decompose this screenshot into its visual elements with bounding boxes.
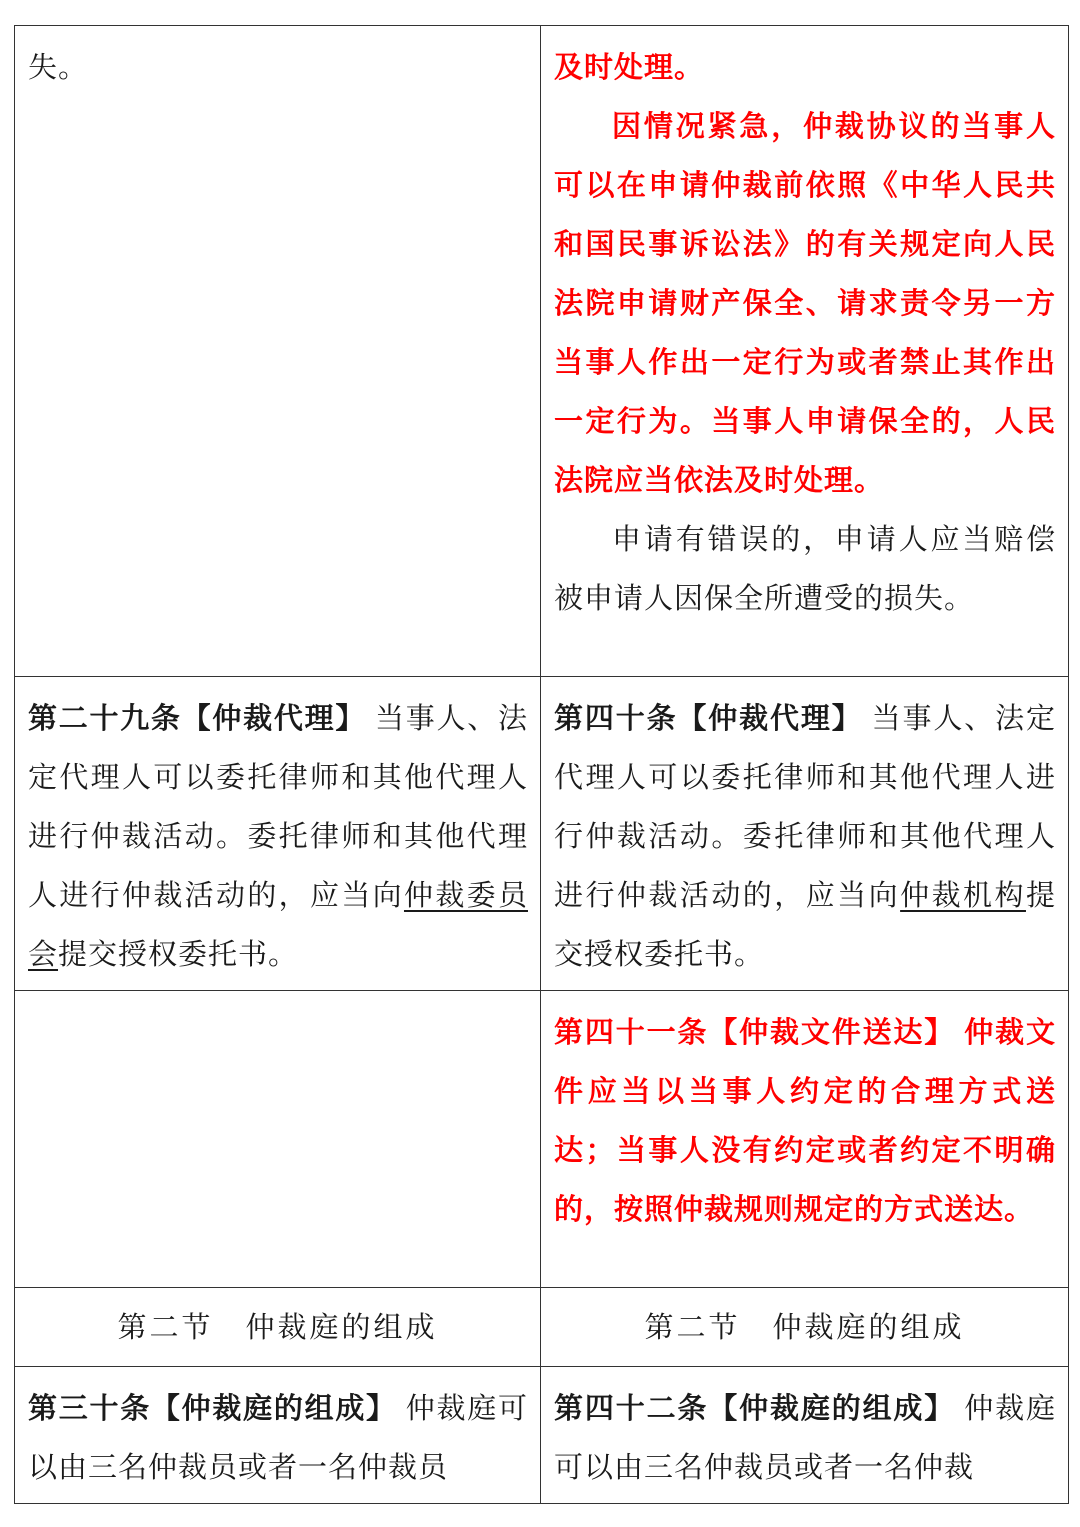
article-heading: 第四十条【仲裁代理】 bbox=[554, 701, 863, 735]
table-row bbox=[15, 1367, 1069, 1504]
new-law-cell bbox=[541, 991, 1069, 1288]
article-42 bbox=[554, 1379, 1056, 1497]
table-row bbox=[15, 677, 1069, 991]
article-body: 仲裁文件应当以当事人约定的合理方式送达；当事人没有约定或者约定不明确的，按照仲裁规则规定的方式送达。 bbox=[554, 1015, 1056, 1226]
article-40 bbox=[554, 689, 1056, 984]
article-41 bbox=[554, 1003, 1056, 1239]
article-body-end: 提交授权委托书。 bbox=[554, 878, 1056, 971]
article-heading: 第四十二条【仲裁庭的组成】 bbox=[554, 1391, 956, 1425]
table-row bbox=[15, 26, 1069, 677]
old-law-cell bbox=[15, 677, 541, 991]
underlined-term: 仲裁委员会 bbox=[28, 878, 528, 971]
article-30 bbox=[28, 1379, 528, 1497]
article-heading: 第二十九条【仲裁代理】 bbox=[28, 701, 367, 735]
article-body-end: 提交授权委托书。 bbox=[58, 937, 299, 971]
article-body: 仲裁庭可以由三名仲裁员或者一名仲裁员 bbox=[28, 1391, 528, 1484]
table-row bbox=[15, 991, 1069, 1288]
new-section-title-cell bbox=[541, 1288, 1069, 1367]
table-row bbox=[15, 1288, 1069, 1367]
old-law-cell bbox=[15, 26, 541, 677]
new-law-added-paragraph: 因情况紧急，仲裁协议的当事人可以在申请仲裁前依照《中华人民共和国民事诉讼法》的有关规定向人民法院申请财产保全、请求责令另一方当事人作出一定行为或者禁止其作出一定行为。当事人申请保全的，人民法院应当依法及时处理。 bbox=[554, 109, 1056, 497]
article-body: 当事人、法定代理人可以委托律师和其他代理人进行仲裁活动。委托律师和其他代理人进行仲裁活动的，应当向 bbox=[554, 701, 1056, 912]
article-heading: 第四十一条【仲裁文件送达】 bbox=[554, 1015, 956, 1049]
section-title: 第二节 仲裁庭的组成 bbox=[644, 1309, 965, 1344]
new-law-text-continued: 及时处理。 bbox=[554, 50, 705, 84]
article-heading: 第三十条【仲裁庭的组成】 bbox=[28, 1391, 397, 1425]
article-body: 当事人、法定代理人可以委托律师和其他代理人进行仲裁活动。委托律师和其他代理人进行仲裁活动的，应当向 bbox=[28, 701, 528, 912]
comparison-table-page bbox=[14, 25, 1068, 1504]
old-law-text: 失。 bbox=[28, 50, 89, 84]
new-law-cell bbox=[541, 26, 1069, 677]
article-body: 仲裁庭可以由三名仲裁员或者一名仲裁 bbox=[554, 1391, 1056, 1484]
law-comparison-table bbox=[14, 25, 1069, 1504]
new-law-cell bbox=[541, 677, 1069, 991]
underlined-term: 仲裁机构 bbox=[900, 878, 1026, 912]
new-law-cell bbox=[541, 1367, 1069, 1504]
old-law-cell-empty bbox=[15, 991, 541, 1288]
old-law-cell bbox=[15, 1367, 541, 1504]
old-section-title-cell bbox=[15, 1288, 541, 1367]
section-title: 第二节 仲裁庭的组成 bbox=[117, 1309, 438, 1344]
article-29 bbox=[28, 689, 528, 984]
new-law-paragraph: 申请有错误的，申请人应当赔偿被申请人因保全所遭受的损失。 bbox=[554, 522, 1056, 615]
